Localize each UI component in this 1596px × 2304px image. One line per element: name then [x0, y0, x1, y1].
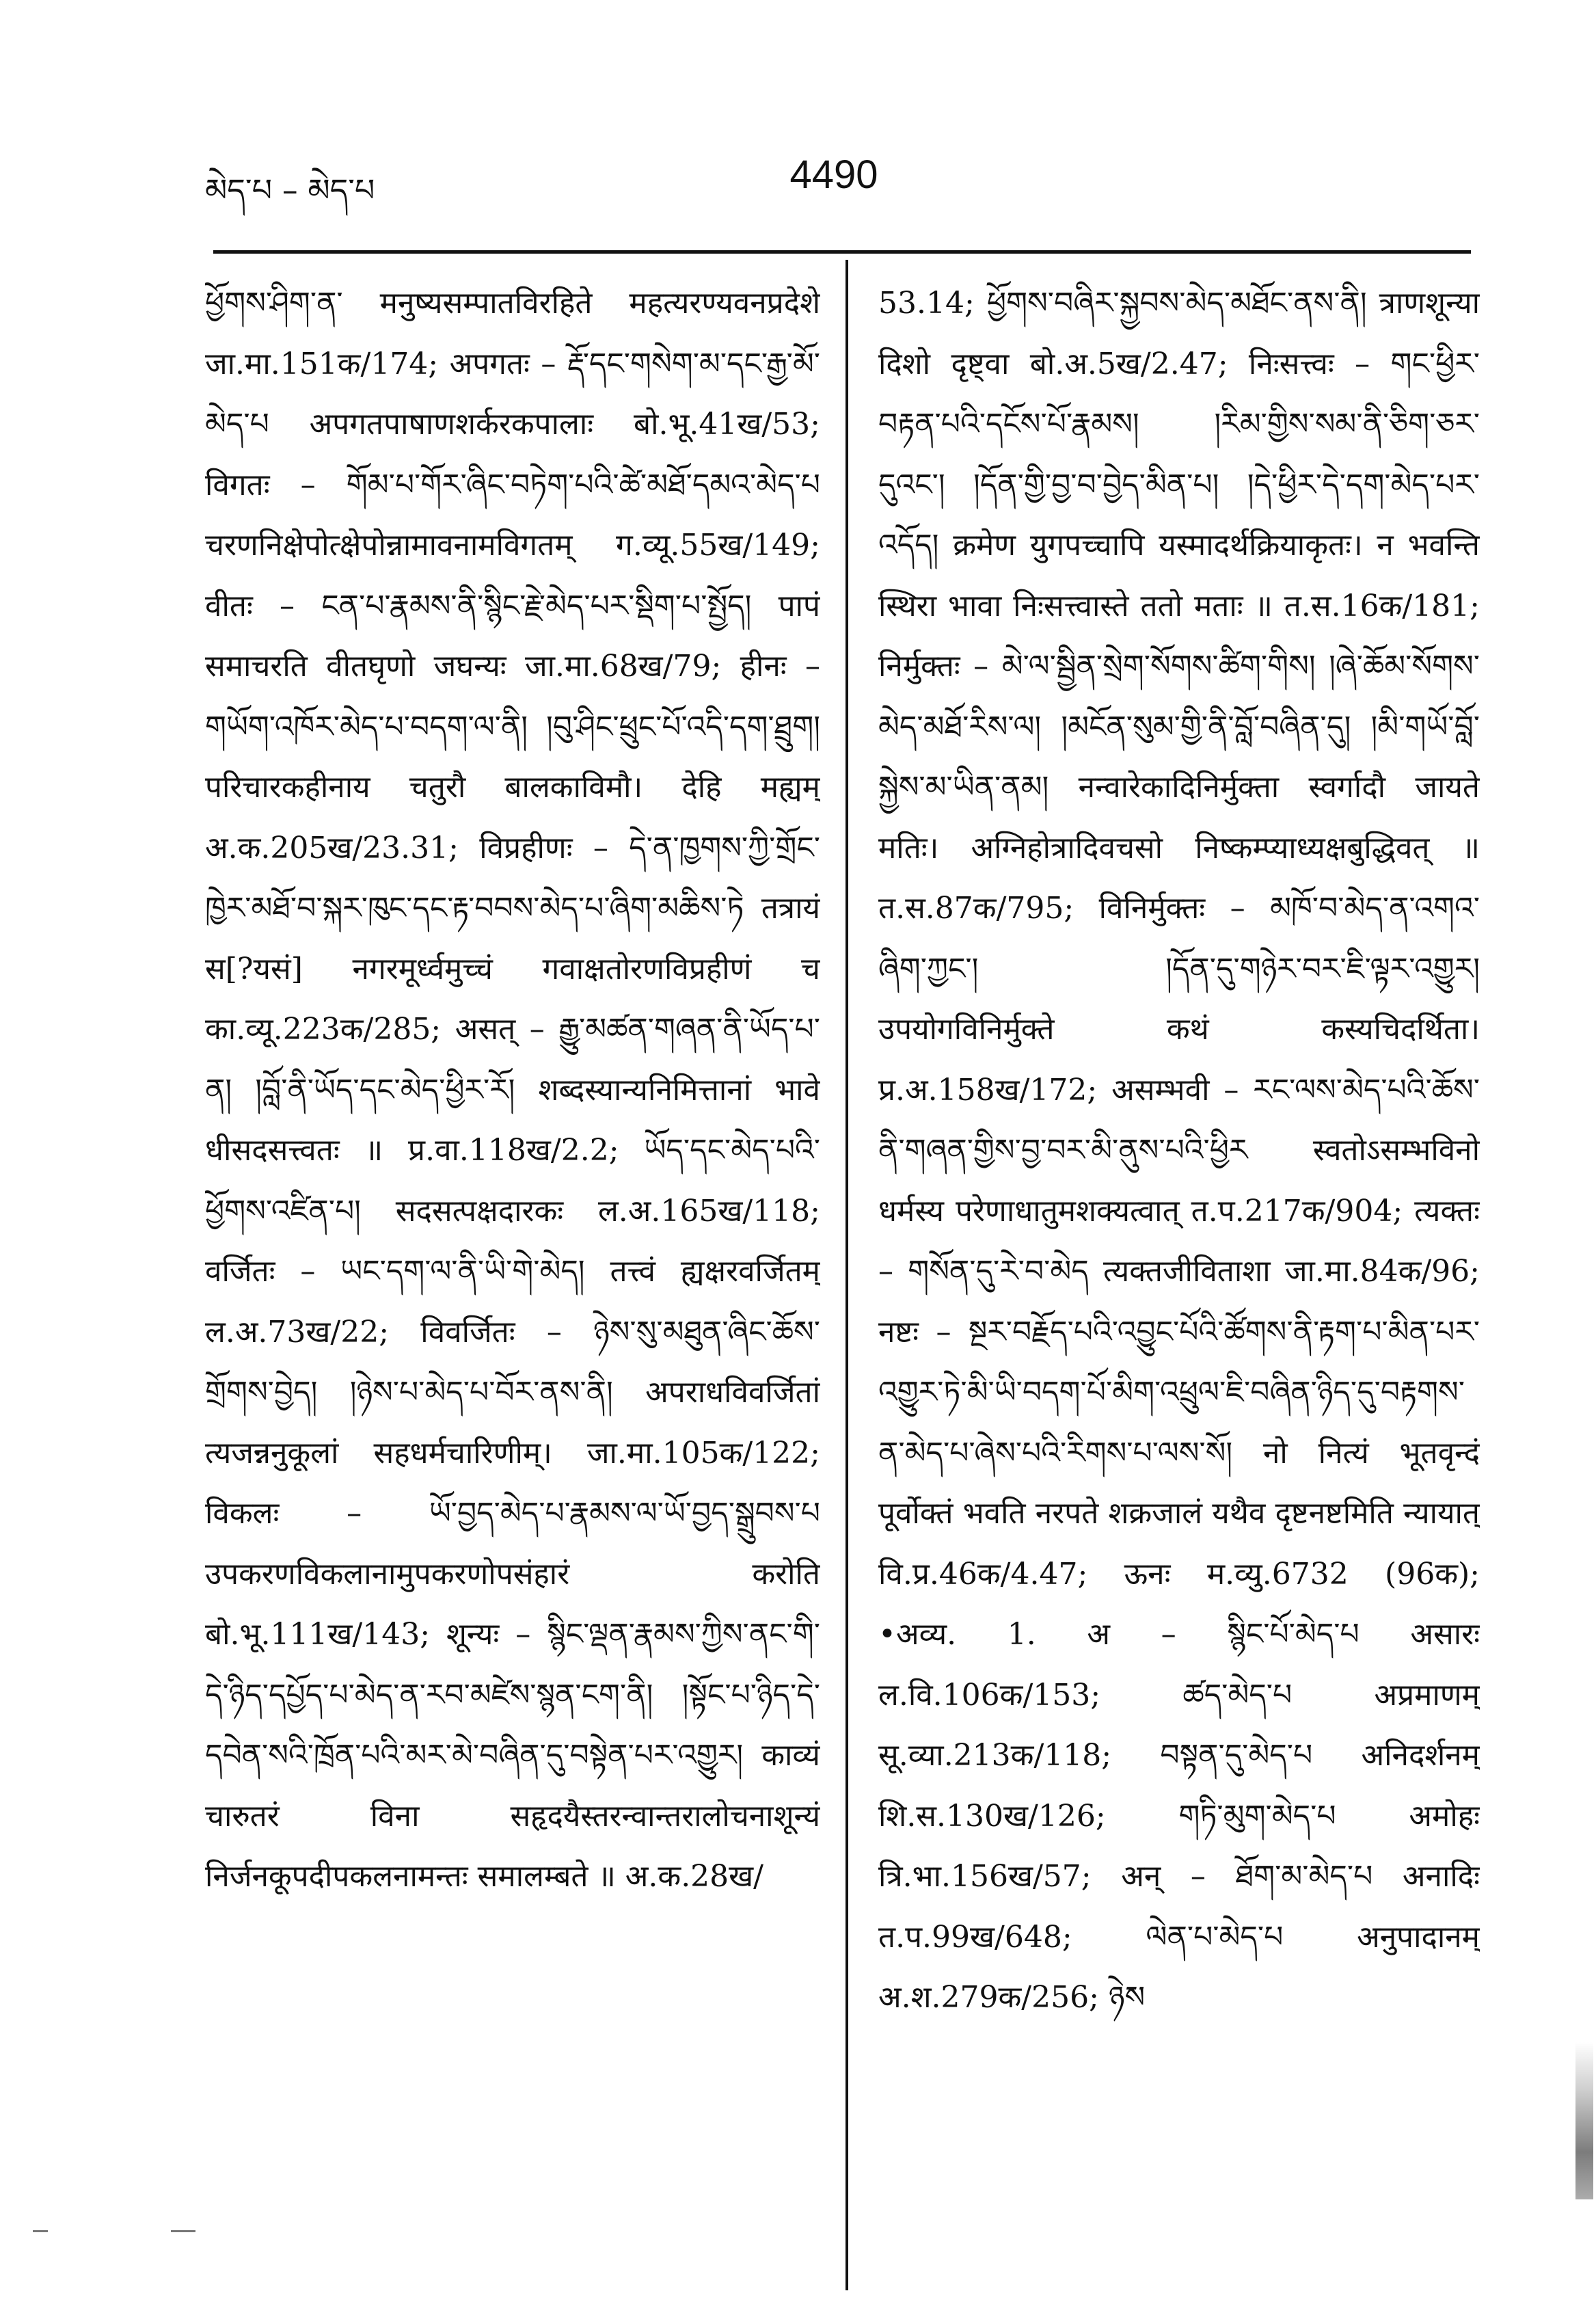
right-column-text: 53.14; ཕྱོགས་བཞིར་སྐྱབས་མེད་མཐོང་ནས་ནི། त्राणशून्या दिशो दृष्ट्वा बो.अ.5ख/2.47; निःसत्त्वः – གང་ཕྱིར་བརྟན་པའི་དངོས་པོ་རྣམས། །རིམ་གྱིས་སམ་ནི་ཅིག་ཅར་དུའང་། །དོན་གྱི་བྱ་བ་བྱེད་མིན་པ། །དེ་ཕྱིར་དེ་དག་མེད་པར་འདོད། क्रमेण युगपच्चापि यस्मादर्थक्रियाकृतः। न भवन्ति स्थिरा भावा निःसत्त्वास्ते ततो मताः ॥ त.स.16क/181; निर्मुक्तः – མེ་ལ་སྦྱིན་སྲེག་སོགས་ཚིག་གིས། །ཞེ་ཆོམ་སོགས་མེད་མཐོ་རིས་ལ། །མངོན་སུམ་གྱི་ནི་བློ་བཞིན་དུ། །མི་གཡོ་བློ་སྐྱེས་མ་ཡིན་ནམ། नन्वारेकादिनिर्मुक्ता स्वर्गादौ जायते मतिः। अग्निहोत्रादिवचसो निष्कम्प्याध्यक्षबुद्धिवत् ॥ त.स.87क/795; विनिर्मुक्तः – མཁོ་བ་མེད་ན་འགའ་ཞིག་ཀྱང་། །དོན་དུ་གཉེར་བར་ཇི་ལྟར་འགྱུར། उपयोगविनिर्मुक्ते कथं कस्यचिदर्थिता। प्र.अ.158ख/172; असम्भवी – རང་ལས་མེད་པའི་ཆོས་ནི་གཞན་གྱིས་བྱ་བར་མི་ནུས་པའི་ཕྱིར स्वतोऽसम्भविनो धर्मस्य परेणाधातुमशक्यत्वात् त.प.217क/904; त्यक्तः – གསོན་དུ་རེ་བ་མེད त्यक्तजीविताशा जा.मा.84क/96; नष्टः – སྔར་བརྗོད་པའི་འབྱུང་པོའི་ཚོགས་ནི་རྟག་པ་མིན་པར་འགྱུར་ཏེ་མི་ཡི་བདག་པོ་མིག་འཕྲུལ་ཇི་བཞིན་ཉིད་དུ་བརྟགས་ན་མེད་པ་ཞེས་པའི་རིགས་པ་ལས་སོ། नो नित्यं भूतवृन्दं पूर्वोक्तं भवति नरपते शक्रजालं यथैव दृष्टनष्टमिति न्यायात् वि.प्र.46क/4.47; ऊनः म.व्यु.6732 (96क); •अव्य. 1. अ – སྙིང་པོ་མེད་པ असारः ल.वि.106क/153; ཚད་མེད་པ अप्रमाणम् सू.व्या.213क/118; བསྟན་དུ་མེད་པ अनिदर्शनम् शि.स.130ख/126; གཏི་མུག་མེད་པ अमोहः त्रि.भा.156ख/57; अन् – ཐོག་མ་མེད་པ अनादिः त.प.99ख/648; ལེན་པ་མེད་པ अनुपादानम् अ.श.279क/256; ཉེས — [878, 286, 1480, 2015]
scan-dash-mark — [33, 2230, 48, 2232]
scan-edge-mark — [1575, 2042, 1593, 2199]
left-column-text: ཕྱོགས་ཤིག་ན་ मनुष्यसम्पातविरहिते महत्यरण्यवनप्रदेशे जा.मा.151क/174; अपगतः – རྡོ་དང་གསེག་མ་དང་རྒྱ་མོ་མེད་པ अपगतपाषाणशर्करकपालाः बो.भू.41ख/53; विगतः – གོམ་པ་གོར་ཞིང་བཏེག་པའི་ཚེ་མཐོ་དམའ་མེད་པ चरणनिक्षेपोत्क्षेपोन्नामावनामविगतम् ग.व्यू.55ख/149; वीतः – ངན་པ་རྣམས་ནི་སྙིང་རྗེ་མེད་པར་སྡིག་པ་སྤྱོད། पापं समाचरति वीतघृणो जघन्यः जा.मा.68ख/79; हीनः – གཡོག་འཁོར་མེད་པ་བདག་ལ་ནི། །བུ་ཤིང་ཕྲུང་པོ་འདི་དག་ཐྲུག། परिचारकहीनाय चतुरौ बालकाविमौ। देहि मह्यम् अ.क.205ख/23.31; विप्रहीणः – དེ་ན་ཁྱགས་ཀྱི་གྲོང་ཁྱེར་མཐོ་བ་སྐར་ཁུང་དང་རྟ་བབས་མེད་པ་ཞིག་མཆིས་ཏེ तत्रायं स[?यसं] नगरमूर्ध्वमुच्चं गवाक्षतोरणविप्रहीणं च का.व्यू.223क/285; असत् – རྒྱུ་མཚན་གཞན་ནི་ཡོད་པ་ན། །བློ་ནི་ཡོད་དང་མེད་ཕྱིར་རོ། शब्दस्यान्यनिमित्तानां भावे धीसदसत्त्वतः ॥ प्र.वा.118ख/2.2; ཡོད་དང་མེད་པའི་ཕྱོགས་འཛིན་པ། सदसत्पक्षदारकः ल.अ.165ख/118; वर्जितः – ཡང་དག་ལ་ནི་ཡི་གེ་མེད། तत्त्वं ह्यक्षरवर्जितम् ल.अ.73ख/22; विवर्जितः – ཉེས་སུ་མཐུན་ཞིང་ཆོས་གྲོགས་བྱེད། །ཉེས་པ་མེད་པ་བོར་ནས་ནི། अपराधविवर्जितां त्यजन्ननुकूलां सहधर्मचारिणीम्। जा.मा.105क/122; विकलः – ཡོ་བྱད་མེད་པ་རྣམས་ལ་ཡོ་བྱད་སྒྲུབས་པ उपकरणविकलानामुपकरणोपसंहारं करोति बो.भू.111ख/143; शून्यः – སྙིང་ལྡན་རྣམས་ཀྱིས་ནང་གི་དེ་ཉིད་དཔྱོད་པ་མེད་ན་རབ་མཛེས་སྙན་ངག་ནི། །སྟོང་པ་ཉིད་དེ་དབེན་སའི་ཁྲོན་པའི་མར་མེ་བཞིན་དུ་བསྟེན་པར་འགྱུར། काव्यं चारुतरं विना सहृदयैस्तरन्वान्तरालोचनाशून्यं निर्जनकूपदीपकलनामन्तः समालम्बते ॥ अ.क.28ख/ — [205, 286, 820, 1894]
scan-dash-mark — [171, 2230, 195, 2232]
column-divider — [846, 260, 848, 2290]
left-column — [205, 273, 820, 2304]
running-head: མེད་པ – མེད་པ — [205, 172, 375, 209]
right-column — [878, 273, 1480, 2304]
page-header — [0, 144, 1596, 226]
page-number: 4490 — [789, 152, 878, 197]
header-rule — [213, 250, 1471, 254]
